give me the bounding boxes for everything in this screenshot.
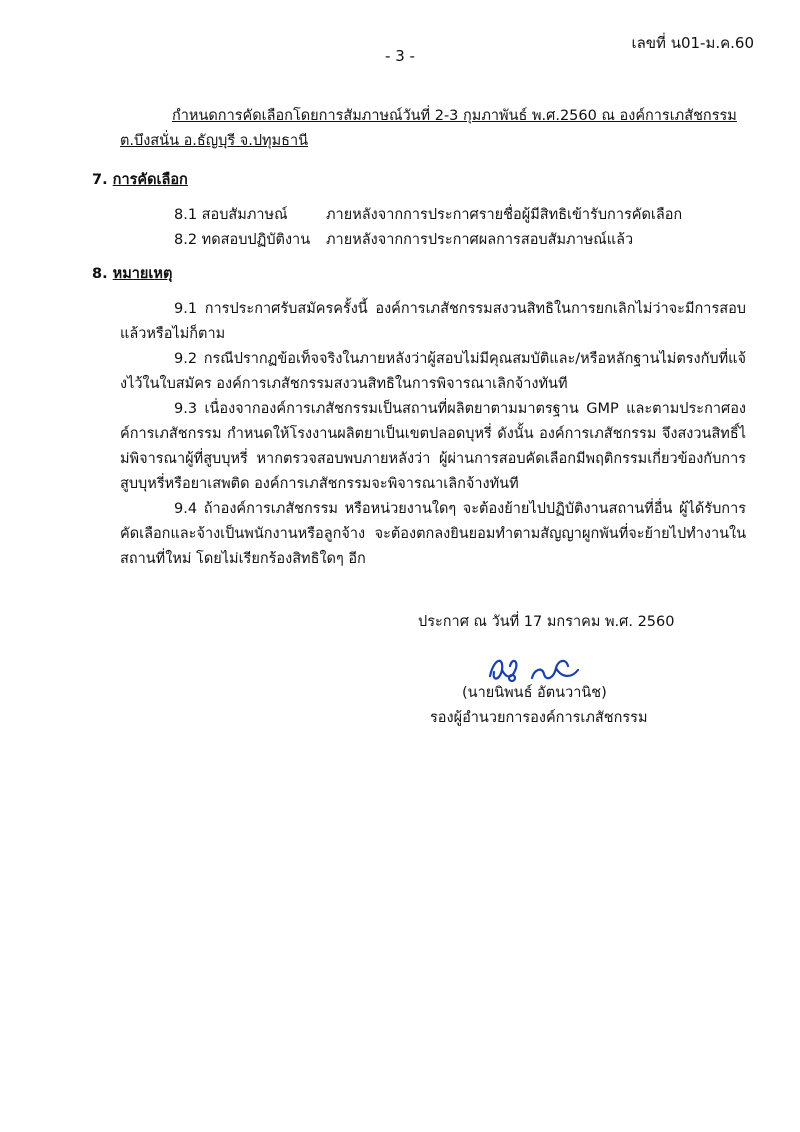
selection-item-label: 8.1 สอบสัมภาษณ์: [174, 207, 288, 223]
signer-title: รองผู้อำนวยการองค์การเภสัชกรรม: [430, 710, 648, 726]
note-paragraph: 9.1 การประกาศรับสมัครครั้งนี้ องค์การเภสัชกรรมสงวนสิทธิในการยกเลิกไม่ว่าจะมีการสอบแล้วหรือไม่ก็ตาม: [120, 301, 746, 342]
section-8-heading: [92, 266, 172, 283]
section-7-number: 7.: [92, 172, 108, 188]
interview-schedule-line-2: ต.บึงสนั่น อ.ธัญบุรี จ.ปทุมธานี: [120, 133, 309, 149]
page-number: - 3 -: [385, 47, 415, 65]
signature-icon: [482, 648, 592, 688]
note-paragraph: 9.3 เนื่องจากองค์การเภสัชกรรมเป็นสถานที่ผลิตยาตามมาตรฐาน GMP และตามประกาศองค์การเภสัชกรรม กำหนดให้โรงงานผลิตยาเป็นเขตปลอดบุหรี่ ดังนั้น องค์การเภสัชกรรม จึงสงวนสิทธิ์ไม่พิจารณาผู้ที่สูบบุหรี่ หากตรวจสอบพบภายหลังว่า ผู้ผ่านการสอบคัดเลือกมีพฤติกรรมเกี่ยวข้องกับการสูบบุหรี่หรือยาเสพติด องค์การเภสัชกรรมจะพิจารณาเลิกจ้างทันที: [120, 401, 746, 492]
document-number: เลขที่ น01-ม.ค.60: [631, 34, 754, 52]
selection-item-desc: ภายหลังจากการประกาศผลการสอบสัมภาษณ์แล้ว: [326, 232, 634, 248]
announcement-date: ประกาศ ณ วันที่ 17 มกราคม พ.ศ. 2560: [418, 614, 675, 630]
note-paragraph: 9.2 กรณีปรากฏข้อเท็จจริงในภายหลังว่าผู้สอบไม่มีคุณสมบัติและ/หรือหลักฐานไม่ตรงกับที่แจ้งไว้ในใบสมัคร องค์การเภสัชกรรมสงวนสิทธิในการพิจารณาเลิกจ้างทันที: [120, 351, 746, 392]
interview-schedule-line-1: กำหนดการคัดเลือกโดยการสัมภาษณ์วันที่ 2-3 กุมภาพันธ์ พ.ศ.2560 ณ องค์การเภสัชกรรม: [172, 108, 737, 124]
note-paragraph: 9.4 ถ้าองค์การเภสัชกรรม หรือหน่วยงานใดๆ จะต้องย้ายไปปฏิบัติงานสถานที่อื่น ผู้ได้รับการคัดเลือกและจ้างเป็นพนักงานหรือลูกจ้าง จะต้องตกลงยินยอมทำตามสัญญาผูกพันที่จะย้ายไปทำงานในสถานที่ใหม่ โดยไม่เรียกร้องสิทธิใดๆ อีก: [120, 501, 746, 567]
section-8-number: 8.: [92, 266, 108, 282]
section-7-title: การคัดเลือก: [112, 172, 188, 188]
selection-item-desc: ภายหลังจากการประกาศรายชื่อผู้มีสิทธิเข้ารับการคัดเลือก: [326, 207, 683, 223]
selection-item-label: 8.2 ทดสอบปฏิบัติงาน: [174, 232, 311, 248]
selection-item: [174, 207, 682, 224]
selection-item: [174, 232, 633, 249]
section-7-heading: [92, 172, 188, 189]
section-8-title: หมายเหตุ: [112, 266, 173, 282]
signer-name: (นายนิพนธ์ อัตนวานิช): [462, 685, 607, 701]
